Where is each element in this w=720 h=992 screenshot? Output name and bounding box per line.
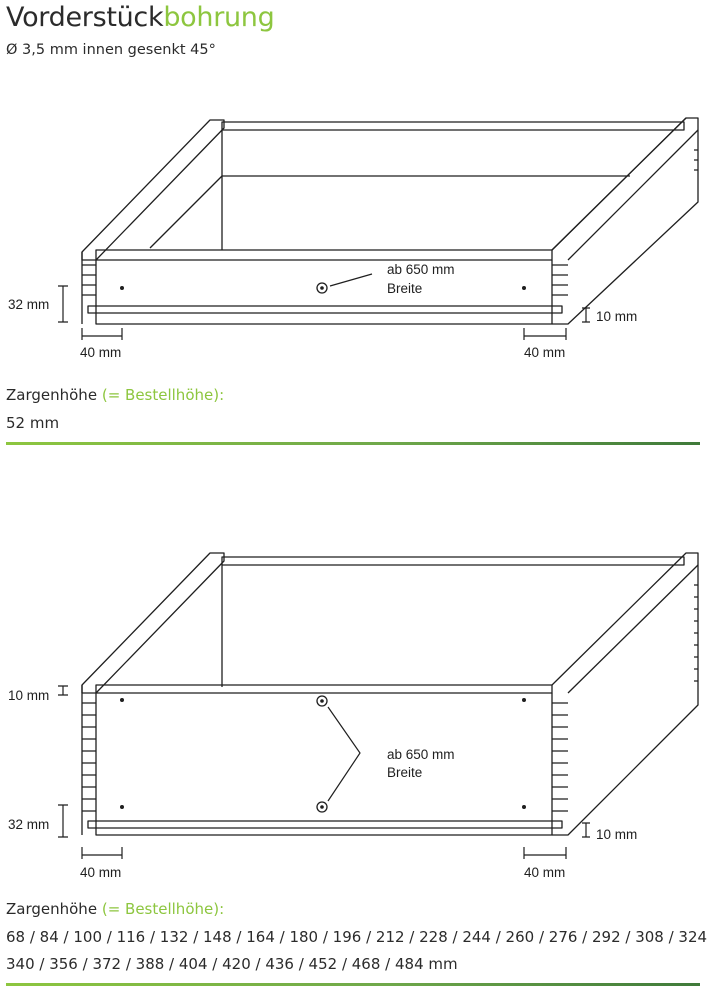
page-title — [6, 2, 274, 33]
drill-hole-bottom-right — [522, 805, 526, 809]
section1-label-main: Zargenhöhe — [6, 386, 98, 404]
left-dovetail-joints — [82, 703, 96, 811]
drill-hole-center — [317, 283, 327, 293]
right-side-top-edge — [552, 118, 686, 250]
right-side-inner-edge — [568, 565, 698, 693]
callout-text-1: ab 650 mm — [387, 747, 455, 762]
callout-text-2: Breite — [387, 281, 423, 296]
right-dovetail-joints — [552, 265, 568, 295]
section2-values-line1: 68 / 84 / 100 / 116 / 132 / 148 / 164 / 180 / 196 / 212 / 228 / 244 / 260 / 276 / 292 / 308 / 324 — [6, 928, 708, 946]
drill-hole-center-top — [317, 696, 327, 706]
drill-hole-left — [120, 286, 124, 290]
drill-hole-center-bottom — [317, 802, 327, 812]
dim-left-bottom: 40 mm — [80, 345, 122, 360]
section1-divider — [6, 442, 700, 445]
front-panel-groove — [88, 306, 562, 313]
dim-right-bottom-lines — [524, 847, 566, 859]
dim-right-side: 10 mm — [596, 309, 638, 324]
dim-top-left-lines — [58, 686, 68, 695]
inner-corner-line — [150, 176, 222, 248]
dim-right-side: 10 mm — [596, 827, 638, 842]
right-side-panel — [552, 118, 698, 324]
dim-height-left-lines — [58, 286, 68, 322]
drill-hole-top-right — [522, 698, 526, 702]
title-accent: bohrung — [163, 2, 275, 33]
right-side-panel — [552, 553, 698, 835]
dim-height-left: 32 mm — [8, 297, 50, 312]
section1-label — [6, 386, 224, 404]
dim-height-left-lines — [58, 805, 68, 837]
section1-label-accent: (= Bestellhöhe): — [101, 386, 225, 404]
section2-label-accent: (= Bestellhöhe): — [101, 900, 225, 918]
callout-leader — [328, 707, 360, 801]
drill-hole-top-left — [120, 698, 124, 702]
dim-left-bottom: 40 mm — [80, 865, 122, 880]
dim-top-left: 10 mm — [8, 688, 50, 703]
section2-values-line2: 340 / 356 / 372 / 388 / 404 / 420 / 436 / 452 / 468 / 484 mm — [6, 955, 458, 973]
dim-left-bottom-lines — [82, 847, 122, 859]
left-dovetail-joints — [82, 265, 96, 295]
dim-right-side-lines — [582, 823, 590, 837]
drill-hole-right — [522, 286, 526, 290]
section2-label-main: Zargenhöhe — [6, 900, 98, 918]
back-panel-top — [222, 122, 684, 130]
section2-label — [6, 900, 224, 918]
dim-right-bottom-lines — [524, 328, 566, 340]
callout-text-1: ab 650 mm — [387, 262, 455, 277]
dim-right-bottom: 40 mm — [524, 345, 566, 360]
front-panel — [96, 693, 552, 835]
front-panel-top-rail — [96, 250, 552, 260]
section2-divider — [6, 983, 700, 986]
right-side-inner-edge — [568, 130, 698, 260]
title-main: Vorderstück — [6, 2, 164, 33]
front-panel-top-rail — [96, 685, 552, 693]
right-dovetail-joints — [552, 703, 568, 811]
dim-height-left: 32 mm — [8, 817, 50, 832]
left-side-panel — [82, 120, 224, 260]
drill-hole-bottom-left — [120, 805, 124, 809]
left-side-panel — [82, 553, 224, 693]
front-panel-groove — [88, 821, 562, 828]
callout-leader — [330, 274, 372, 286]
drawer-diagram-low — [0, 110, 720, 360]
dim-left-bottom-lines — [82, 328, 122, 340]
dim-right-bottom: 40 mm — [524, 865, 566, 880]
section1-value: 52 mm — [6, 414, 60, 432]
callout-text-2: Breite — [387, 765, 423, 780]
back-panel-top — [222, 557, 684, 565]
drawer-diagram-tall — [0, 545, 720, 885]
page-subtitle: Ø 3,5 mm innen gesenkt 45° — [6, 42, 216, 58]
